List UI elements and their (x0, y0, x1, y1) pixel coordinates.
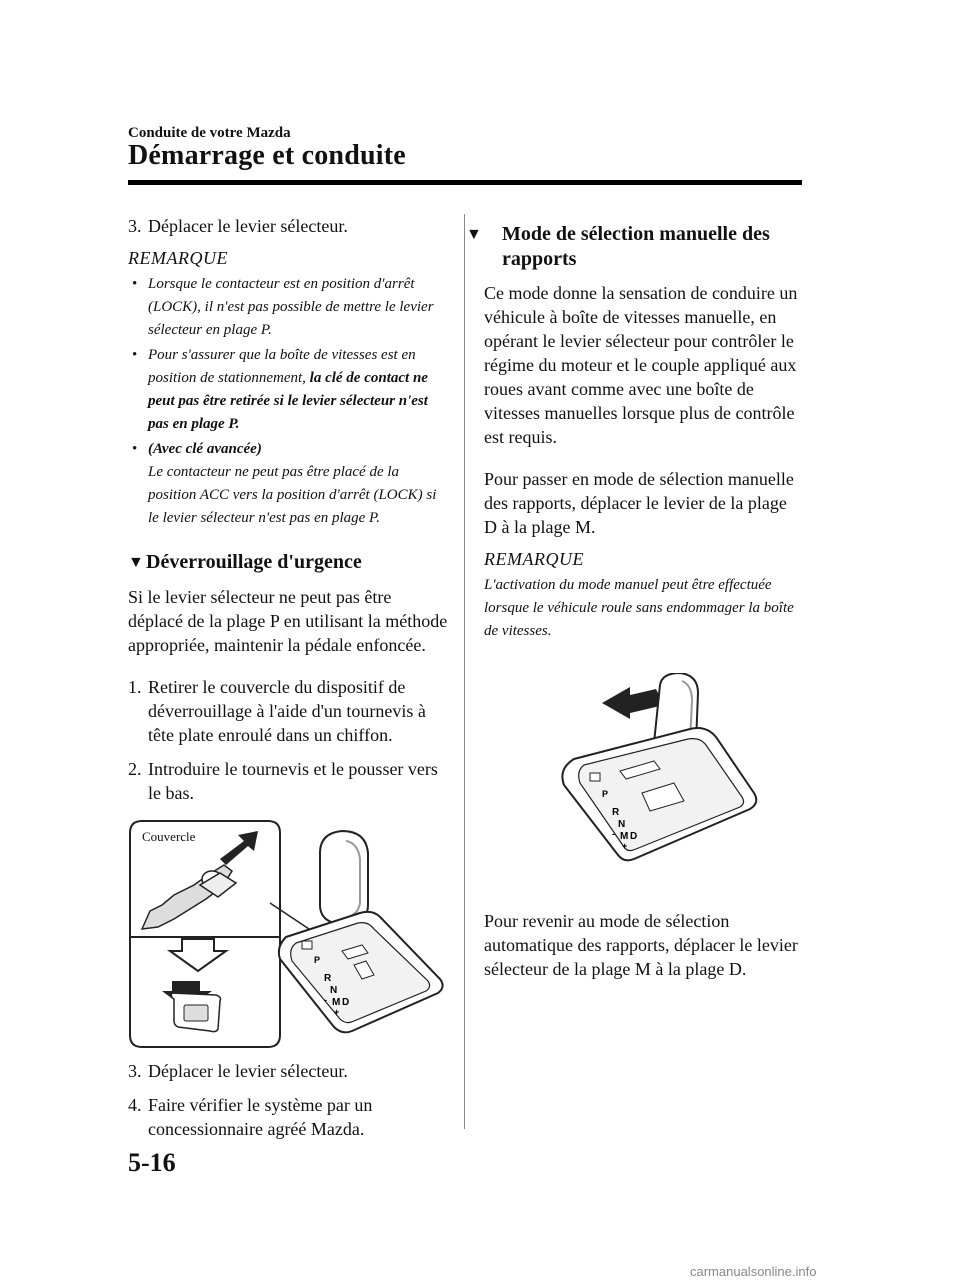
emergency-unlock-figure (128, 819, 446, 1049)
gear-label-plus: + (334, 1007, 340, 1017)
gear-label-r: R (324, 973, 332, 984)
section-title-manual-mode: ▼ Mode de sélection manuelle des rapports (466, 223, 770, 270)
gear-label-r-2: R (612, 807, 620, 818)
gear-label-n: N (330, 985, 338, 996)
gear-label-p: P (314, 955, 321, 965)
chapter-label: Conduite de votre Mazda (128, 125, 291, 141)
page-number: 5-16 (128, 1148, 176, 1177)
step-3-move-lever-again: 3. Déplacer le levier sélecteur. (128, 1061, 348, 1081)
gear-label-minus: - (324, 995, 327, 1005)
triangle-bullet-icon: ▼ (128, 554, 144, 571)
column-divider (464, 214, 465, 1129)
watermark: carmanualsonline.info (690, 1264, 817, 1279)
note-heading-right: REMARQUE (484, 549, 584, 569)
gear-label-m-2: M (620, 831, 629, 842)
step-2-insert-screwdriver: 2. Introduire le tournevis et le pousser vers le bas. (128, 759, 438, 803)
note-manual-activation: L'activation du mode manuel peut être effectuée lorsque le véhicule roule sans endommager la boîte de vitesses. (484, 577, 794, 639)
step-3-move-lever: 3. Déplacer le levier sélecteur. (128, 216, 348, 236)
gear-label-n-2: N (618, 819, 626, 830)
note-list (128, 273, 448, 530)
header-rule (128, 180, 802, 185)
step-4-dealer-check: 4. Faire vérifier le système par un concessionnaire agréé Mazda. (128, 1095, 373, 1139)
gear-label-p-2: P (602, 789, 609, 799)
right-column (466, 214, 804, 999)
page-title: Démarrage et conduite (128, 140, 406, 171)
step-1-remove-cover: 1. Retirer le couvercle du dispositif de déverrouillage à l'aide d'un tournevis à tête plate enroulé dans un chiffon. (128, 677, 426, 745)
cover-callout-label: Couvercle (142, 829, 196, 844)
gear-label-plus-2: + (622, 841, 628, 851)
manual-mode-description: Ce mode donne la sensation de conduire un véhicule à boîte de vitesses manuelle, en opérant le levier sélecteur pour contrôler le régime du moteur et le couple appliqué aux roues avant comme avec une boîte de vitesses manuelles lorsque plus de contrôle est requis. (484, 283, 798, 447)
return-auto-mode-instruction: Pour revenir au mode de sélection automatique des rapports, déplacer le levier sélecteur de la plage M à la plage D. (484, 911, 798, 979)
note-item-advanced-key: • (Avec clé avancée) Le contacteur ne peut pas être placé de la position ACC vers la position d'arrêt (LOCK) si le levier sélecteur n'est pas en plage P. (128, 438, 448, 530)
manual-mode-instruction: Pour passer en mode de sélection manuelle des rapports, déplacer le levier de la plage D à la plage M. (484, 469, 794, 537)
note-item-lock: • Lorsque le contacteur est en position d'arrêt (LOCK), il n'est pas possible de mettre le levier sélecteur en plage P. (128, 273, 448, 342)
shift-lever-unlock-illustration (128, 819, 446, 1049)
note-heading: REMARQUE (128, 248, 228, 268)
note-item-park: • Pour s'assurer que la boîte de vitesses est en position de stationnement, la clé de contact ne peut pas être retirée si le levier sélecteur n'est pas en plage P. (128, 344, 448, 436)
triangle-bullet-icon: ▼ (466, 226, 482, 243)
emergency-intro: Si le levier sélecteur ne peut pas être déplacé de la plage P en utilisant la méthode appropriée, maintenir la pédale enfoncée. (128, 587, 448, 655)
gear-label-minus-2: - (612, 829, 615, 839)
left-column (128, 214, 448, 1151)
gear-label-d-2: D (630, 831, 638, 842)
gear-label-d: D (342, 997, 350, 1008)
section-title-emergency-unlock: ▼ Déverrouillage d'urgence (128, 551, 362, 573)
shift-lever-manual-illustration (484, 673, 804, 883)
gear-label-m: M (332, 997, 341, 1008)
manual-mode-figure (484, 673, 804, 883)
